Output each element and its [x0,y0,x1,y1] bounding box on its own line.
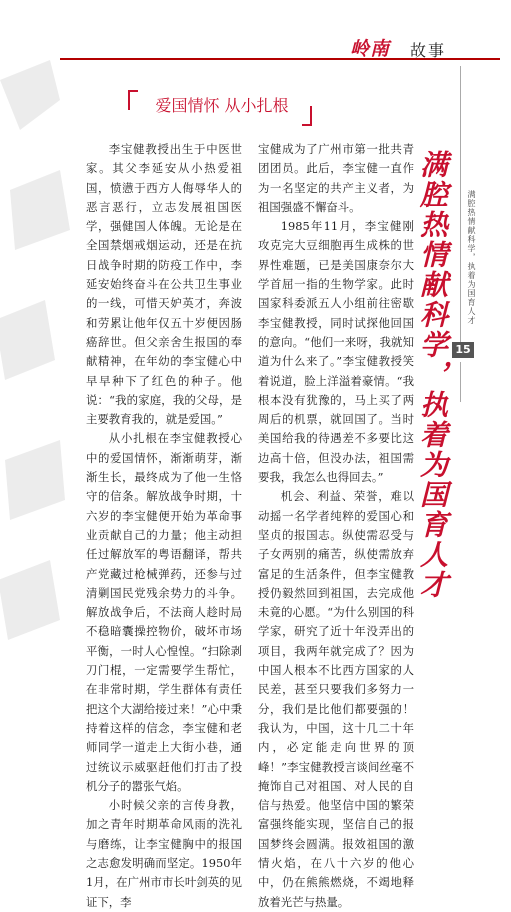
paragraph: 宝健成为了广州市第一批共青团团员。此后，李宝健一直作为一名坚定的共产主义者，为祖国强盛不懈奋斗。 [258,142,414,214]
watermark-graphic [0,40,80,680]
paragraph: 从小扎根在李宝健教授心中的爱国情怀，渐渐萌芽，渐渐生长，最终成为了他一生恪守的信条。解放战争时期，十六岁的李宝健便开始为革命事业贡献自己的力量；他主动担任过解放军的粤语翻译，帮共产党藏过枪械弹药，还参与过清剿国民党残余势力的斗争。解放战争后，不法商人趁时局不稳暗囊操控物价，破坏市场平衡，一时人心惶惶。“扫除剥刀门棍，一定需要学生帮忙，在非常时期，学生群体有责任把这个大湖给接过来！”心中秉持着这样的信念，李宝健和老师同学一道走上大街小巷，通过统议示威驱赶他们打击了投机分子的嚣张气焰。 [86,431,242,793]
header-brand: 岭南 [350,38,391,60]
header-suffix: 故事 [410,41,447,60]
paragraph: 李宝健教授出生于中医世家。其父李延安从小热爱祖国，愤懑于西方人侮辱华人的恶言恶行，立志发展祖国医学，强健国人体魄。无论是在全国禁烟戒烟运动，还是在抗日战争时期的防疫工作中，李延安始终奋斗在公共卫生事业的一线，可惜天妒英才，奔波和劳累让他年仅五十岁便因肠癌辞世。但父亲舍生报国的奉献精神，在年幼的李宝健心中早早种下了红色的种子。他说：“我的家庭，我的父母，是主要教育我的，就是爱国。” [86,142,242,427]
running-title: 满腔热情献科学，执着为国育人才 [467,190,476,325]
side-rule-lower [460,362,461,402]
title-bracket-right [302,106,312,126]
side-rule [460,66,461,346]
paragraph: 机会、利益、荣誉，难以动摇一名学者纯粹的爱国心和坚贞的报国志。纵使需忍受与子女两别的痛苦，纵使需放弃富足的生活条件，但李宝健教授仍毅然回到祖国，去完成他未竟的心愿。“为什么别国的科学家，研究了近十年没弄出的项目，我两年就完成了？因为中国人根本不比西方国家的人民差，甚至只要我们多努力一分，我们是比他们都要强的！我认为，中国，这十几二十年内，必定能走向世界的顶峰！”李宝健教授言谈间丝毫不掩饰自己对祖国、对人民的自信与热爱。他坚信中国的繁荣富强终能实现，坚信自己的报国梦终会圆满。报效祖国的激情火焰，在八十六岁的他心中，仍在熊熊燃烧，不竭地释放着光芒与热量。 [258,489,414,909]
body-column-left [86,140,242,909]
vertical-headline: 满腔热情献科学，执着为国育人才 [416,150,449,600]
paragraph: 1985年11月，李宝健刚攻克完大豆细胞再生成株的世界性难题，已是美国康奈尔大学首屈一指的生物学家。此时国家科委派五人小组前往密歇李宝健教授，同时试探他回国的意向。“他们一来呀，我就知道为什么来了。”李宝健教授笑着说道，脸上洋溢着豪情。“我根本没有犹豫的，马上买了两周后的机票，就回国了。当时美国给我的待遇差不多要比这边高十倍，但没办法，祖国需要我，我怎么也得回去。” [258,219,414,485]
section-title: 爱国情怀 从小扎根 [155,96,289,115]
body-column-right [258,140,414,909]
page-number: 15 [452,342,474,358]
paragraph: 小时候父亲的言传身教，加之青年时期革命风雨的洗礼与磨练，让李宝健胸中的报国之志愈发明确而坚定。1950年1月，在广州市市长叶剑英的见证下，李 [86,798,242,909]
